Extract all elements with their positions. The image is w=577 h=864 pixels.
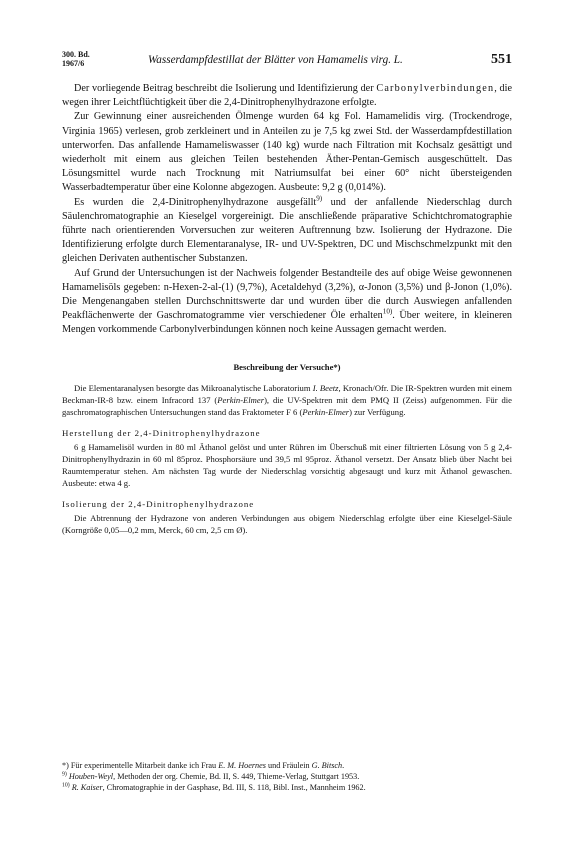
footnote [62, 771, 512, 782]
text-run: ), die UV-Spektren mit dem PMQ II (Zeiss) aufgenommen. Für die gaschromatographischen Untersuchungen stand das Fraktometer F 6 ( [62, 395, 512, 418]
page-number: 551 [491, 52, 512, 67]
paragraph-hydrazones [62, 196, 512, 267]
running-title: Wasserdampfdestillat der Blätter von Hamamelis virg. L. [148, 54, 403, 66]
paragraph-results [62, 267, 512, 338]
footnotes [62, 760, 512, 793]
text-run: Die Elementaranalysen besorgte das Mikroanalytische Laboratorium [74, 382, 313, 393]
spaced-term: Carbonylverbindungen [376, 83, 495, 94]
section-heading: Beschreibung der Versuche*) [233, 361, 341, 372]
paragraph-instruments [62, 382, 512, 419]
volume-info [62, 50, 102, 68]
text-run: ) zur Verfügung. [349, 407, 406, 418]
author-name: Houben-Weyl [68, 772, 114, 781]
footnote-mark: 9) [62, 771, 67, 778]
footnote-mark: 10) [62, 782, 70, 789]
manufacturer-name: Perkin-Elmer [302, 407, 350, 418]
reference-mark: 9) [316, 194, 323, 203]
manufacturer-name: Perkin-Elmer [217, 395, 265, 406]
paragraph-preparation: 6 g Hamamelisöl wurden in 80 ml Äthanol gelöst und unter Rühren im Überschuß mit einer filtrierten Lösung von 5 g 2,4-Dinitrophenylhydrazin in 60 ml 85proz. Phosphorsäure und 39,5 ml 95proz. Äthanol versetzt. Der Ansatz blieb über Nacht bei Raumtemperatur stehen. Am nächsten Tag wurde der Niederschlag vorsichtig abgesaugt und kurz mit Äthanol gewaschen. Ausbeute: etwa 4 g. [62, 441, 512, 489]
text-run: . Über weitere, in kleineren Mengen vorkommende Carbonylverbindungen können noch keine Aussagen gemacht werden. [62, 310, 512, 336]
text-run: , die wegen ihrer Leichtflüchtigkeit über die 2,4-Dinitrophenylhydrazone erfolgte. [62, 83, 512, 109]
paragraph-intro [62, 82, 512, 110]
text-run: und Fräulein [265, 761, 312, 770]
paragraph-isolation: Die Abtrennung der Hydrazone von anderen Verbindungen aus obigem Niederschlag erfolgte über eine Kieselgel-Säule (Korngröße 0,05—0,2 mm, Merck, 60 cm, 2,5 cm Ø). [62, 512, 512, 535]
person-name: G. Bitsch [311, 761, 343, 770]
footnote [62, 782, 512, 793]
author-name: R. Kaiser [71, 783, 103, 792]
text-run: , Chromatographie in der Gasphase, Bd. III, S. 118, Bibl. Inst., Mannheim 1962. [102, 783, 366, 792]
text-run: , Methoden der org. Chemie, Bd. II, S. 449, Thieme-Verlag, Stuttgart 1953. [113, 772, 360, 781]
text-run: Es wurden die 2,4-Dinitrophenylhydrazone ausgefällt [74, 196, 317, 208]
issue-number: 1967/6 [62, 59, 85, 68]
experimental-section [62, 382, 512, 536]
volume-number: 300. Bd. [62, 50, 90, 59]
lab-name: I. Beetz [312, 382, 339, 393]
text-run: und der anfallende Niederschlag durch Säulenchromatographie an Kieselgel vorgereinigt. Die anschließende präparative Schichtchromatographie führte nach orientierenden Vorversuchen zur weiteren Auftrennung bzw. Isolierung der Hydrazone. Die Identifizierung erfolgte durch Elementaranalyse, IR- und UV-Spektren, DC und Mischschmelzpunkt mit den gleichen Derivaten authentischer Substanzen. [62, 196, 512, 265]
reference-mark: 10) [382, 307, 393, 316]
person-name: E. M. Hoernes [218, 761, 266, 770]
text-run: , Kronach/Ofr. Die IR-Spektren wurden mit einem Beckman-IR-8 bzw. einem Infracord 137 ( [62, 382, 512, 406]
main-text [62, 82, 512, 536]
footnote [62, 760, 512, 771]
text-run: . [342, 761, 345, 770]
text-run: Auf Grund der Untersuchungen ist der Nachweis folgender Bestandteile des auf obige Weise gewonnenen Hamamelisöls gegeben: n-Hexen-2-al-(1) (9,7%), Acetaldehyd (3,2%), α-Jonon (3,5%) und β-Jonon (1,0%). Die Mengenangaben stellen Durchschnittswerte dar und wurden über die durch Auswiegen anfallenden Peakflächenwerte der Gaschromatogramme vier verschiedener Öle erhalten [62, 267, 512, 322]
text-run: Für experimentelle Mitarbeit danke ich Frau [68, 761, 219, 770]
footnote-mark: *) [62, 761, 69, 770]
page-header [62, 50, 512, 72]
subsection-heading-preparation: Herstellung der 2,4-Dinitrophenylhydrazone [62, 428, 261, 439]
subsection-heading-isolation: Isolierung der 2,4-Dinitrophenylhydrazone [62, 499, 255, 510]
paragraph-method: Zur Gewinnung einer ausreichenden Ölmenge wurden 64 kg Fol. Hamamelidis virg. (Trockendroge, Virginia 1965) verlesen, grob zerkleinert und in Anteilen zu je 7,5 kg zwei Std. der Wasserdampfdestillation unterworfen. Das anfallende Hamameliswasser (140 kg) wurde nach Filtration mit Kochsalz gesättigt und wiederholt mit einem aus gleichen Teilen bestehenden Äther-Pentan-Gemisch ausgeschüttelt. Das Lösungsmittel wurde nach Trocknung mit Natriumsulfat bei einer 60° nicht übersteigenden Wasserbadtemperatur über eine Kolonne abgezogen. Ausbeute: 9,2 g (0,014%). [62, 111, 512, 194]
text-run: Der vorliegende Beitrag beschreibt die Isolierung und Identifizierung der [74, 83, 377, 94]
